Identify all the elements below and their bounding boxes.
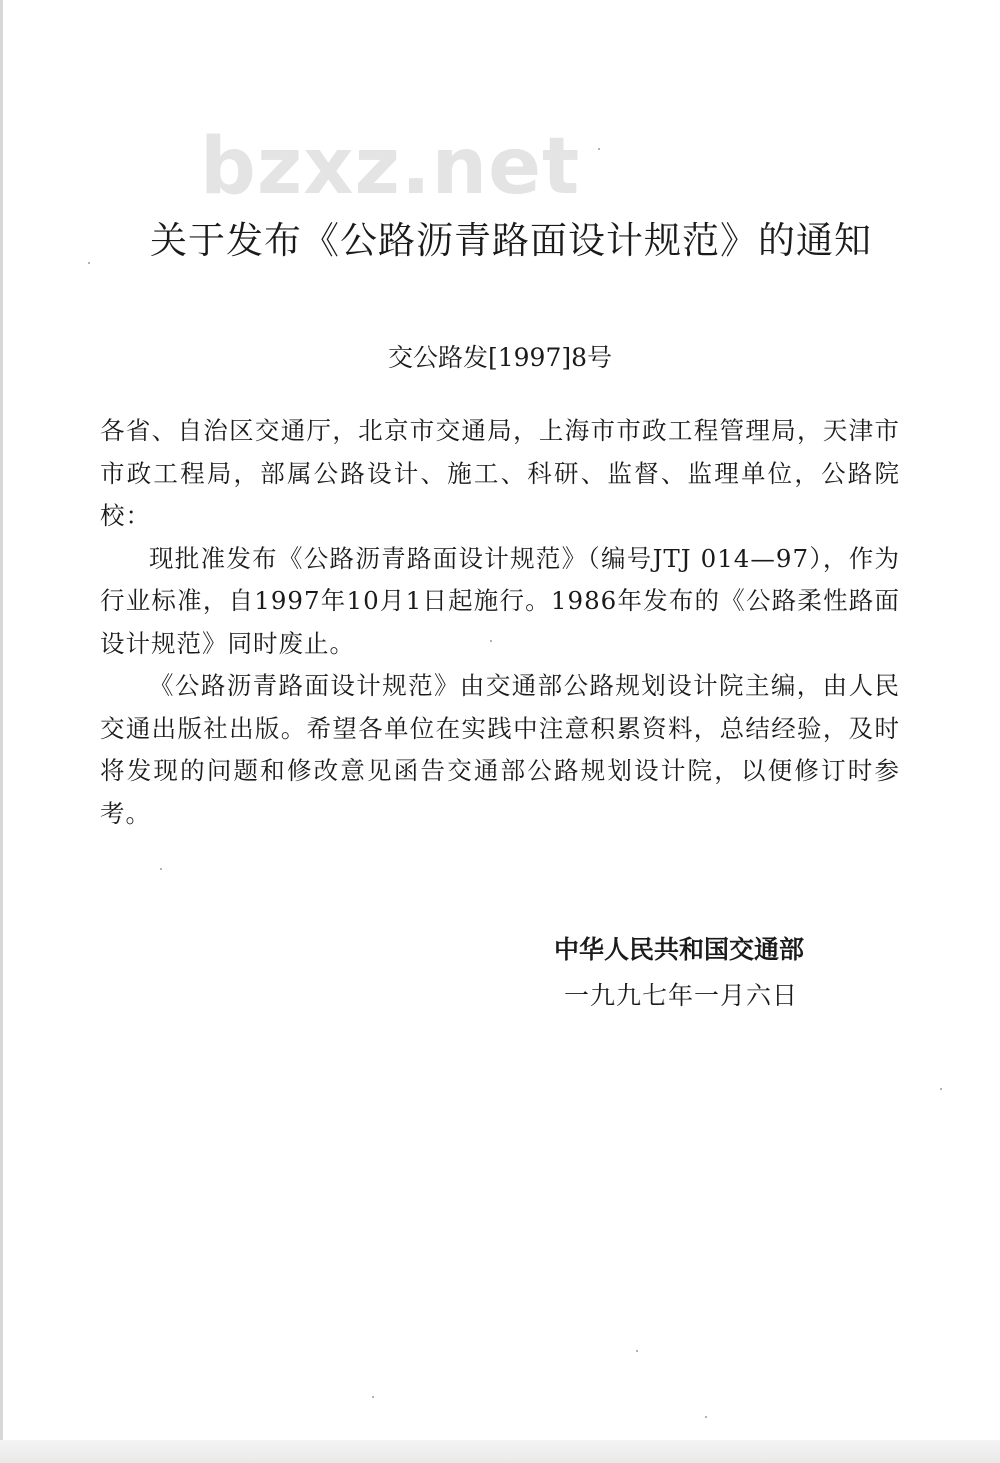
addressee-paragraph: 各省、自治区交通厅，北京市交通局，上海市市政工程管理局，天津市市政工程局，部属公路设计、施工、科研、监督、监理单位，公路院校： xyxy=(100,416,900,530)
notice-title: 关于发布《公路沥青路面设计规范》的通知 xyxy=(150,219,872,262)
watermark: bzxz.net xyxy=(200,122,581,212)
scan-speck xyxy=(490,640,492,642)
scan-speck xyxy=(88,262,90,264)
page-bottom-edge xyxy=(0,1440,1000,1463)
scan-speck xyxy=(598,148,600,150)
scan-speck xyxy=(372,1396,374,1398)
scan-speck xyxy=(160,868,162,870)
signature-block xyxy=(520,927,880,1019)
body-paragraph: 现批准发布《公路沥青路面设计规范》（编号JTJ 014—97），作为行业标准，自1997年10月1日起施行。1986年发布的《公路柔性路面设计规范》同时废止。 xyxy=(100,543,900,658)
notice-body xyxy=(100,410,900,835)
page-left-edge xyxy=(0,0,3,1463)
scan-speck xyxy=(705,1416,707,1418)
document-number: 交公路发[1997]8号 xyxy=(387,343,613,372)
scan-speck xyxy=(940,1088,942,1090)
scan-speck xyxy=(636,1350,638,1352)
body-paragraph: 《公路沥青路面设计规范》由交通部公路规划设计院主编，由人民交通出版社出版。希望各单位在实践中注意积累资料，总结经验，及时将发现的问题和修改意见函告交通部公路规划设计院，以便修订时参考。 xyxy=(100,671,900,828)
issuing-organization: 中华人民共和国交通部 xyxy=(554,935,805,964)
issue-date: 一九九七年一月六日 xyxy=(564,981,799,1010)
